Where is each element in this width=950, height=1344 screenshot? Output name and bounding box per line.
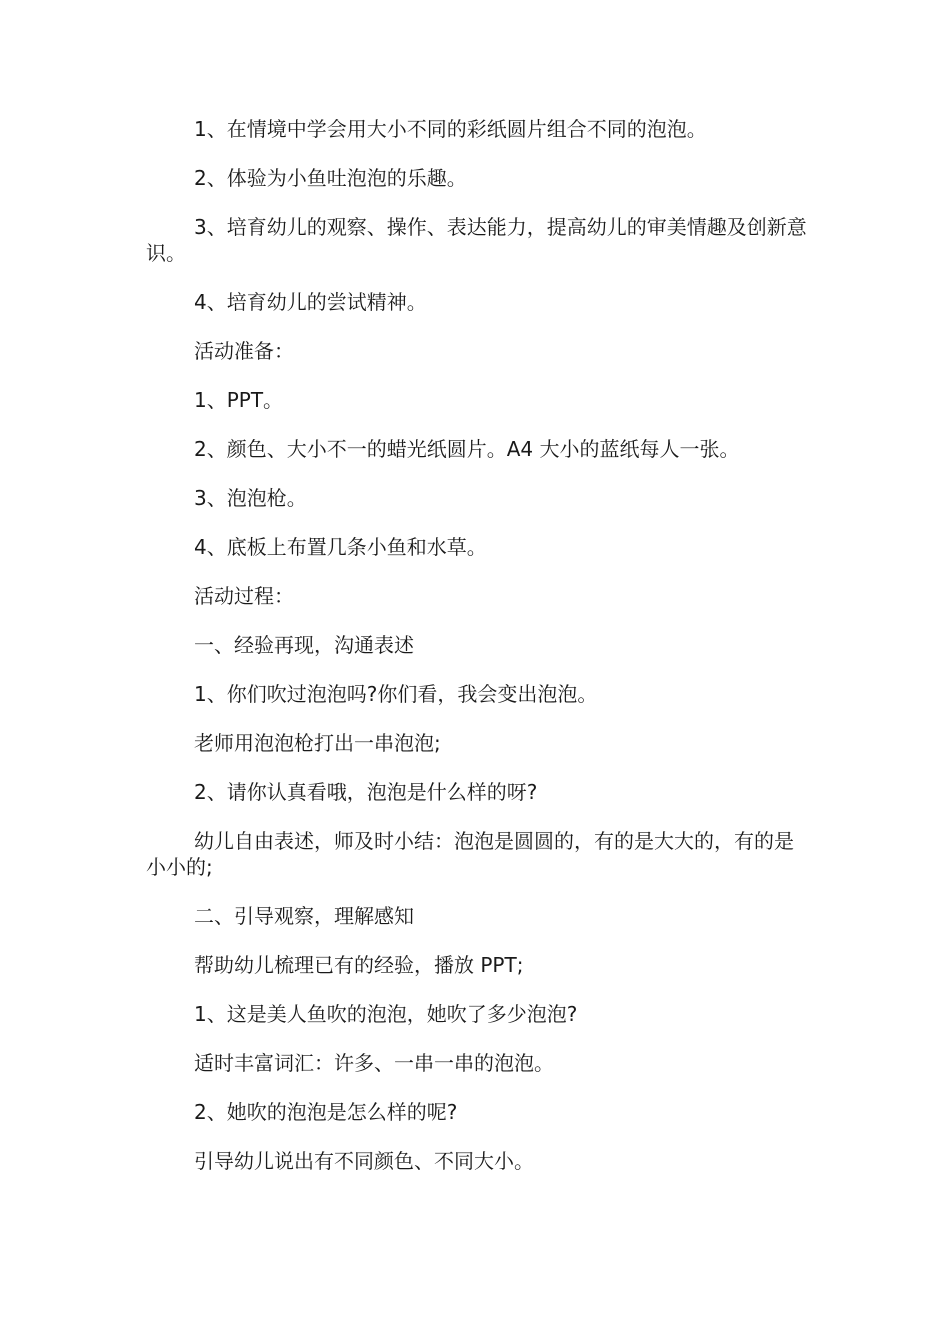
section-2-intro: 帮助幼儿梳理已有的经验，播放 PPT; [194,953,524,977]
goal-2: 2、体验为小鱼吐泡泡的乐趣。 [194,166,467,190]
section-2-step-1: 1、这是美人鱼吹的泡泡，她吹了多少泡泡? [194,1002,578,1026]
section-1-heading: 一、经验再现，沟通表述 [194,633,414,657]
goal-1: 1、在情境中学会用大小不同的彩纸圆片组合不同的泡泡。 [194,117,707,141]
section-2-step-2: 2、她吹的泡泡是怎么样的呢? [194,1100,458,1124]
section-2-heading: 二、引导观察，理解感知 [194,904,414,928]
section-1-step-2: 2、请你认真看哦，泡泡是什么样的呀? [194,780,538,804]
process-heading: 活动过程： [194,584,294,608]
section-1-note-1: 老师用泡泡枪打出一串泡泡; [194,731,441,755]
preparation-item-4: 4、底板上布置几条小鱼和水草。 [194,535,487,559]
preparation-item-3: 3、泡泡枪。 [194,486,307,510]
preparation-item-1: 1、PPT。 [194,388,284,412]
section-2-note-2: 引导幼儿说出有不同颜色、不同大小。 [194,1149,534,1173]
goal-3: 3、培育幼儿的观察、操作、表达能力，提高幼儿的审美情趣及创新意识。 [146,215,807,265]
section-2-note-1: 适时丰富词汇：许多、一串一串的泡泡。 [194,1051,554,1075]
section-1-note-2: 幼儿自由表述，师及时小结：泡泡是圆圆的，有的是大大的，有的是小小的; [146,829,794,879]
goal-4: 4、培育幼儿的尝试精神。 [194,290,427,314]
preparation-heading: 活动准备： [194,339,294,363]
section-1-step-1: 1、你们吹过泡泡吗?你们看，我会变出泡泡。 [194,682,598,706]
preparation-item-2: 2、颜色、大小不一的蜡光纸圆片。A4 大小的蓝纸每人一张。 [194,437,740,461]
document-body [146,116,808,1197]
